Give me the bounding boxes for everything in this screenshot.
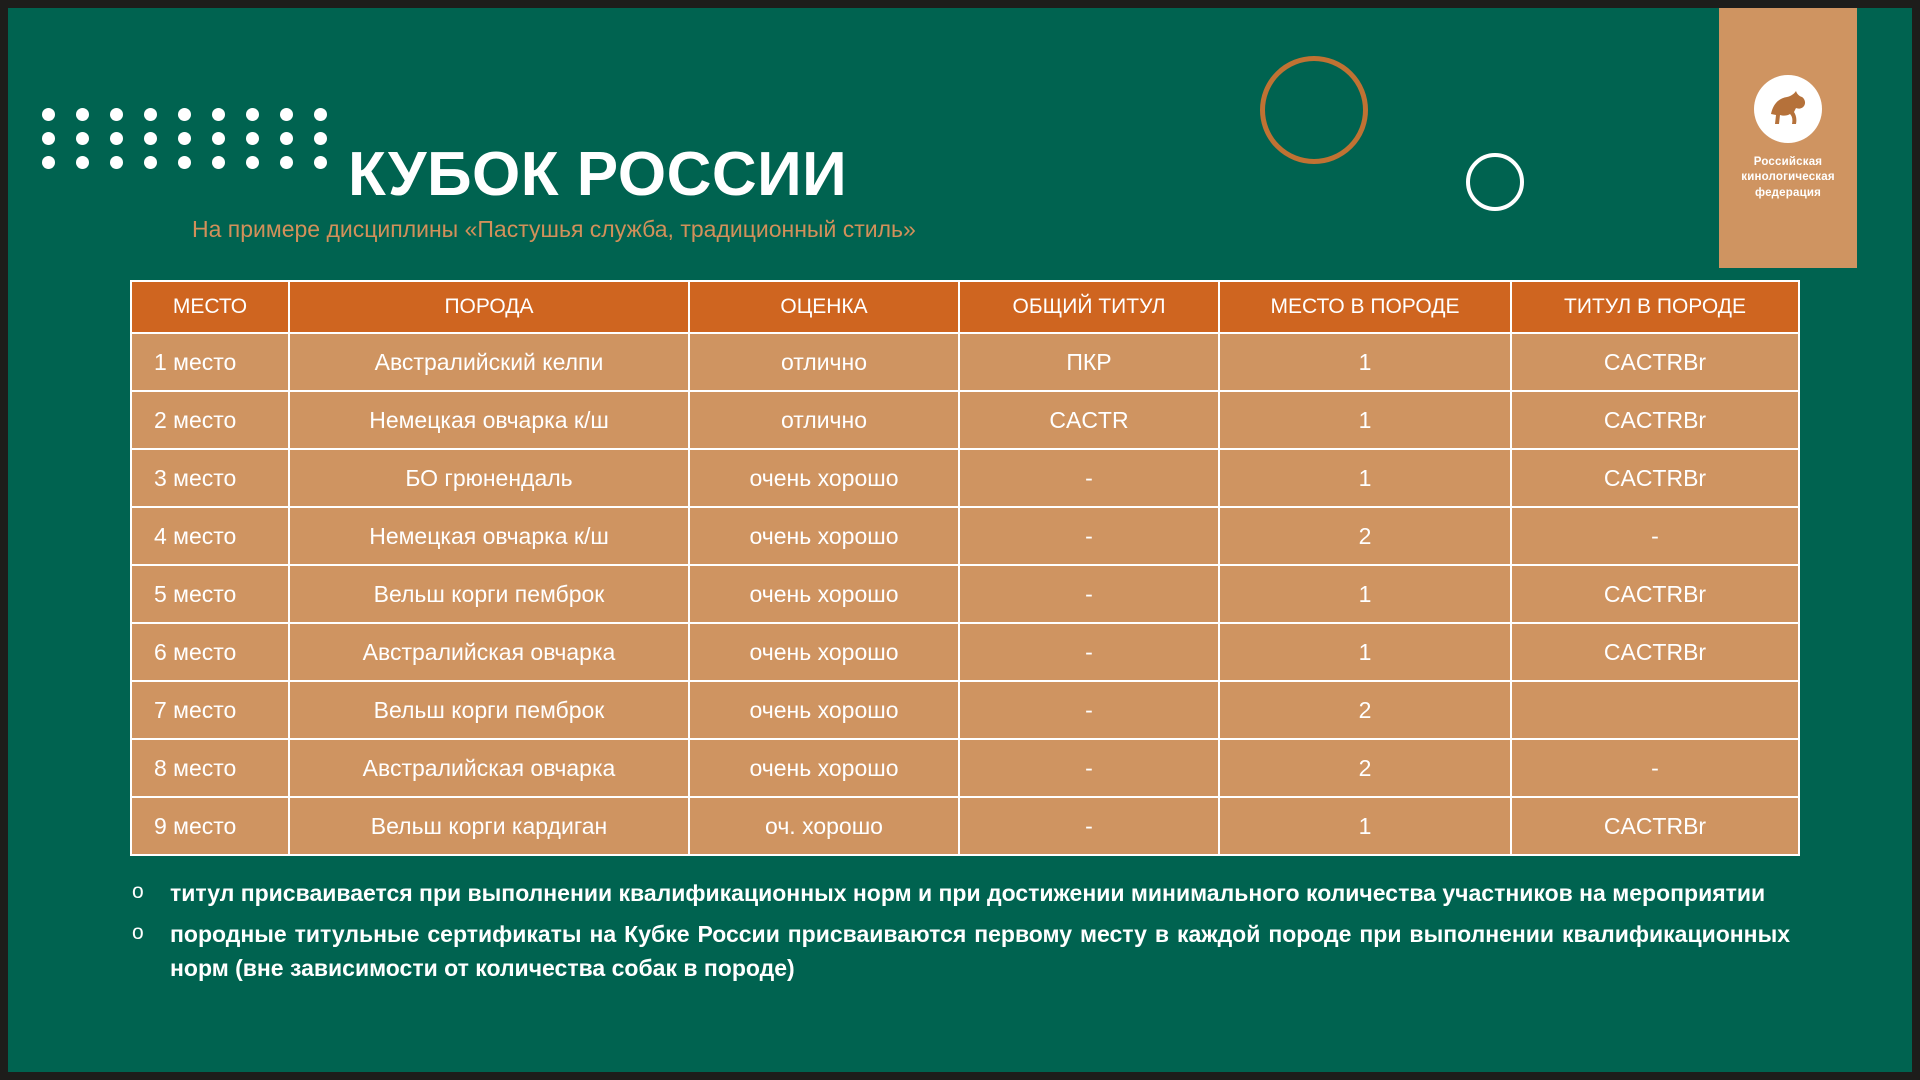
table-cell: Австралийская овчарка xyxy=(289,739,689,797)
decorative-dot xyxy=(42,108,55,121)
logo-text-line-1: Российская xyxy=(1753,155,1823,168)
note-bullet-icon: o xyxy=(132,920,144,944)
decorative-ring-large xyxy=(1260,56,1368,164)
note-text: титул присваивается при выполнении квалификационных норм и при достижении минимального количества участников на мероприятии xyxy=(170,880,1766,906)
table-row xyxy=(131,507,1799,565)
table-column-header: МЕСТО xyxy=(131,281,289,333)
table-cell: CACTR xyxy=(959,391,1219,449)
table-column-header: ПОРОДА xyxy=(289,281,689,333)
decorative-dot xyxy=(144,108,157,121)
page-subtitle: На примере дисциплины «Пастушья служба, традиционный стиль» xyxy=(192,216,916,242)
table-column-header: ОБЩИЙ ТИТУЛ xyxy=(959,281,1219,333)
table-cell-place: 1 место xyxy=(131,333,289,391)
decorative-dots xyxy=(42,108,362,170)
table-cell: 1 xyxy=(1219,623,1511,681)
table-cell: Вельш корги пемброк xyxy=(289,681,689,739)
table-cell: - xyxy=(1511,739,1799,797)
decorative-dot xyxy=(110,156,123,169)
table-cell: - xyxy=(959,681,1219,739)
note-bullet-icon: o xyxy=(132,880,144,903)
notes-list xyxy=(130,876,1790,992)
table-cell: очень хорошо xyxy=(689,449,959,507)
note-item xyxy=(130,917,1790,986)
decorative-dot xyxy=(110,108,123,121)
table-cell: ПКР xyxy=(959,333,1219,391)
table-cell: очень хорошо xyxy=(689,739,959,797)
table-cell: отлично xyxy=(689,391,959,449)
table-cell: отлично xyxy=(689,333,959,391)
table-cell-place: 5 место xyxy=(131,565,289,623)
decorative-dot xyxy=(212,108,225,121)
table-cell: Вельш корги пемброк xyxy=(289,565,689,623)
logo-text-line-3: федерация xyxy=(1754,186,1822,199)
table-row xyxy=(131,391,1799,449)
decorative-dot xyxy=(246,108,259,121)
table-cell: CACTRBr xyxy=(1511,391,1799,449)
table-column-header: МЕСТО В ПОРОДЕ xyxy=(1219,281,1511,333)
table-row xyxy=(131,739,1799,797)
decorative-dot xyxy=(76,108,89,121)
table-cell: - xyxy=(959,739,1219,797)
table-cell: 2 xyxy=(1219,739,1511,797)
dog-logo-icon xyxy=(1754,75,1822,143)
table-cell: - xyxy=(959,507,1219,565)
decorative-dot xyxy=(178,132,191,145)
table-row xyxy=(131,449,1799,507)
table-cell: 1 xyxy=(1219,449,1511,507)
table-row xyxy=(131,797,1799,855)
table-cell: оч. хорошо xyxy=(689,797,959,855)
table-cell: - xyxy=(959,797,1219,855)
table-cell: Австралийская овчарка xyxy=(289,623,689,681)
table-row xyxy=(131,623,1799,681)
table-cell: Немецкая овчарка к/ш xyxy=(289,507,689,565)
table-cell: очень хорошо xyxy=(689,623,959,681)
decorative-dot xyxy=(178,156,191,169)
logo-text-line-2: кинологическая xyxy=(1741,171,1835,184)
table-cell: - xyxy=(959,449,1219,507)
decorative-dot xyxy=(144,156,157,169)
table-cell-place: 6 место xyxy=(131,623,289,681)
table-cell: - xyxy=(1511,507,1799,565)
table-cell: Немецкая овчарка к/ш xyxy=(289,391,689,449)
table-cell: 2 xyxy=(1219,681,1511,739)
decorative-ring-small xyxy=(1466,153,1524,211)
decorative-dot xyxy=(110,132,123,145)
decorative-dot xyxy=(280,108,293,121)
table-cell: Австралийский келпи xyxy=(289,333,689,391)
table-cell: - xyxy=(959,565,1219,623)
table-cell: очень хорошо xyxy=(689,565,959,623)
table-column-header: ОЦЕНКА xyxy=(689,281,959,333)
decorative-dot xyxy=(280,156,293,169)
decorative-dot xyxy=(42,132,55,145)
table-cell xyxy=(1511,681,1799,739)
table-row xyxy=(131,333,1799,391)
table-cell: 1 xyxy=(1219,333,1511,391)
table-cell-place: 7 место xyxy=(131,681,289,739)
table-cell: 1 xyxy=(1219,797,1511,855)
rkf-logo-panel xyxy=(1719,8,1857,268)
table-column-header: ТИТУЛ В ПОРОДЕ xyxy=(1511,281,1799,333)
table-cell: 1 xyxy=(1219,391,1511,449)
decorative-dot xyxy=(212,156,225,169)
table-cell: 2 xyxy=(1219,507,1511,565)
results-table xyxy=(130,280,1800,856)
decorative-dot xyxy=(246,132,259,145)
table-cell-place: 2 место xyxy=(131,391,289,449)
note-item xyxy=(130,876,1790,911)
table-cell-place: 4 место xyxy=(131,507,289,565)
table-body xyxy=(131,333,1799,855)
table-cell: CACTRBr xyxy=(1511,797,1799,855)
table-cell-place: 8 место xyxy=(131,739,289,797)
table-cell: CACTRBr xyxy=(1511,565,1799,623)
table-cell: Вельш корги кардиган xyxy=(289,797,689,855)
table-row xyxy=(131,681,1799,739)
table-cell-place: 9 место xyxy=(131,797,289,855)
table-cell: - xyxy=(959,623,1219,681)
table-cell-place: 3 место xyxy=(131,449,289,507)
table-header xyxy=(131,281,1799,333)
decorative-dot xyxy=(76,156,89,169)
decorative-dot xyxy=(246,156,259,169)
table-cell: CACTRBr xyxy=(1511,333,1799,391)
table-cell: CACTRBr xyxy=(1511,623,1799,681)
page-title: КУБОК РОССИИ xyxy=(348,139,848,209)
table-cell: CACTRBr xyxy=(1511,449,1799,507)
table-cell: БО грюнендаль xyxy=(289,449,689,507)
note-text: породные титульные сертификаты на Кубке России присваиваются первому месту в каждой породе при выполнении квалификационных норм (вне зависимости от количества собак в породе) xyxy=(170,920,1790,981)
decorative-dot xyxy=(42,156,55,169)
logo-text xyxy=(1741,155,1835,202)
decorative-dot xyxy=(76,132,89,145)
decorative-dot xyxy=(314,108,327,121)
table-header-row xyxy=(131,281,1799,333)
table-cell: очень хорошо xyxy=(689,681,959,739)
decorative-dot xyxy=(212,132,225,145)
decorative-dot xyxy=(178,108,191,121)
decorative-dot xyxy=(144,132,157,145)
decorative-dot xyxy=(314,132,327,145)
table-cell: очень хорошо xyxy=(689,507,959,565)
decorative-dot xyxy=(280,132,293,145)
table-row xyxy=(131,565,1799,623)
decorative-dot xyxy=(314,156,327,169)
table-cell: 1 xyxy=(1219,565,1511,623)
slide xyxy=(8,8,1912,1072)
